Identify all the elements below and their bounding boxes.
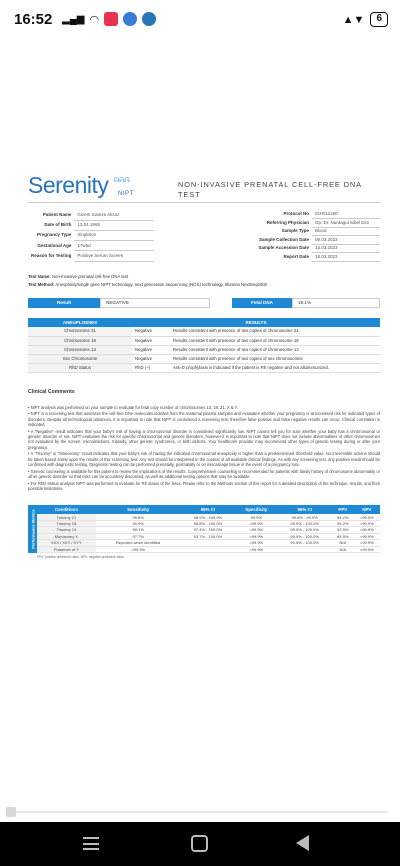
performance-condition: Trisomy 18 [37, 521, 96, 527]
result-summary [28, 298, 380, 308]
performance-cell: >99.9% [235, 521, 277, 527]
performance-metrics [28, 505, 380, 553]
wifi-icon: ◠ [89, 13, 100, 26]
back-button[interactable] [296, 835, 309, 851]
aneuploidy-name: Chromosome 18 [28, 336, 132, 345]
aneuploidy-result: Negative [132, 336, 170, 345]
performance-cell: 99.1% [96, 527, 181, 533]
clinical-comments-title: Clinical Comments [28, 388, 75, 395]
performance-cell: >99.9% [235, 533, 277, 539]
patient-info-label: Sample Accession Date [258, 245, 309, 251]
fetal-dna-label: Fetal DNA [232, 298, 292, 308]
patient-info-row [28, 241, 154, 251]
aneuploidy-row [28, 336, 380, 345]
performance-condition: Trisomy 13 [37, 527, 96, 533]
performance-cell: 52.5% [332, 527, 354, 533]
performance-cell: >99.9% [235, 527, 277, 533]
aneuploidy-name: Chromosome 21 [28, 327, 132, 336]
performance-table [37, 505, 380, 553]
performance-cell: >99.9% [96, 546, 181, 552]
aneuploidies-header: ANEUPLOIDIES [28, 318, 132, 327]
performance-cell: >99.9% [354, 533, 380, 539]
aneuploidy-row [28, 345, 380, 354]
fetal-dna-value: 19.1% [292, 298, 380, 308]
performance-cell: 97.7% [96, 533, 181, 539]
performance-header: 95% CI [277, 505, 332, 514]
home-button[interactable] [191, 835, 208, 852]
patient-info-label: Sample Type [281, 228, 309, 234]
patient-info-row [28, 220, 154, 230]
performance-condition: Trisomy 21 [37, 514, 96, 520]
performance-cell: N/A [332, 546, 354, 552]
aneuploidy-name: Sex Chromosome [28, 354, 132, 363]
test-description [28, 274, 380, 289]
patient-info-value: Positive Serum Screen [74, 251, 154, 261]
patient-info-label: Report Date [283, 253, 309, 259]
performance-cell: 97.4% - 100.0% [181, 527, 236, 533]
aneuploidy-row [28, 354, 380, 363]
data-signal-icon: ▲▼ [342, 13, 365, 26]
patient-info-row [28, 251, 154, 261]
aneuploidy-name: RhD Status [28, 363, 132, 372]
performance-header: Specificity [235, 505, 277, 514]
patient-info-label: Date of Birth [44, 222, 72, 228]
app-notification-icon [123, 12, 137, 26]
patient-info-value: Gizem Gamze Aksoz [74, 210, 154, 220]
music-app-icon [104, 12, 118, 26]
performance-cell: Reported when identified [96, 540, 181, 546]
patient-info-value: 13.03.2023 [312, 244, 380, 253]
test-name: Non-invasive prenatal cell-free DNA test [52, 273, 129, 279]
clinical-comment: • NIPT analysis was performed on your sample to evaluate for fetal copy number of chromosomes 13, 18, 21, X & Y. [28, 404, 238, 410]
report-page [28, 170, 380, 559]
clinical-comment: • For RhD Status analysis NIPT was performed to evaluate for Rh status of the fetus. Please refer to the Methods section of this report for a detailed description of the technique, results, and their possible limitations. [28, 480, 380, 492]
patient-info-label: Reason for Testing [31, 252, 72, 258]
patient-info-value: Singleton [74, 230, 154, 240]
result-value: NEGATIVE [100, 298, 210, 308]
patient-info-row [255, 236, 380, 245]
performance-header: NPV [354, 505, 380, 514]
brand-figures-icon: ᕱᕱᕱ [114, 177, 130, 184]
battery-icon: 6 [370, 12, 388, 27]
patient-info-value: 17w5d [74, 241, 154, 251]
report-title: NON-INVASIVE PRENATAL CELL-FREE DNA TEST [178, 180, 362, 199]
clinical-comment: • NIPT is a screening test that assesses the cell-free DNA molecules isolated from the maternal plasma samples and evaluates whether your pregnancy is at increased risk for indicated types of disorders. Despite all technological advances, it is important to note that NIPT is considered a screening test, therefore false positive and false negative results can occur. Clinical correlation is indicated. [28, 411, 380, 427]
test-name-label: Test Name: [28, 273, 51, 279]
performance-cell: 99.9% - 100.0% [277, 540, 332, 546]
report-header [28, 170, 380, 200]
header-divider [28, 202, 380, 203]
status-right [343, 12, 388, 27]
clinical-comments [28, 389, 380, 492]
performance-cell: 98.8% - 100.0% [181, 521, 236, 527]
patient-info-label: Sample Collection Date [258, 236, 309, 242]
performance-condition: Presence of Y [37, 546, 96, 552]
patient-info-value: IGH011260 [312, 210, 380, 219]
performance-cell: 93.7% - 100.0% [181, 533, 236, 539]
performance-cell: >99.9% [235, 540, 277, 546]
patient-info-left [28, 210, 154, 262]
aneuploidy-result: Negative [132, 345, 170, 354]
aneuploidy-detail: Results consistent with presence of two copies of sex chromosomes [170, 354, 380, 363]
patient-info-row [255, 244, 380, 253]
performance-cell [181, 546, 236, 552]
patient-info-label: Pregnancy Type [36, 232, 72, 238]
patient-info-value: Blood [312, 227, 380, 236]
clinical-comment: • A "Trisomy" or "Monosomy" result indicates that your baby's risk of having the indicated chromosomal aneuploidy is higher than a predetermined threshold value. No irreversible actions should be taken based solely upon the results of this screening test. Any test should be interpreted in the context of all available clinical findings. As with any screening test, any positive result should be confirmed with diagnostic testing. Diagnostic testing can be performed prenatally, postnatally or on miscarriage tissue in the event of a pregnancy loss. [28, 451, 380, 468]
performance-header: 95% CI [181, 505, 236, 514]
patient-info-row [255, 253, 380, 262]
patient-info-value: 18.03.2023 [312, 253, 380, 262]
scroll-thumb[interactable] [6, 807, 16, 817]
clinical-comment: • Genetic counseling is available for this patient to review the implications of the results. Comprehensive counseling is recommended for patients with family history of chromosome abnormality or other genetic disorder so that risks can be accurately discussed, as well as additional testing options that may be available. [28, 468, 380, 480]
aneuploidy-row [28, 327, 380, 336]
patient-info-label: Patient Name [42, 212, 72, 218]
recent-apps-button[interactable] [83, 837, 99, 850]
test-method: Aneuploidy/single gene NIPT technology, next generation sequencing (NGS) technology, Illumina NextSeq2000 [55, 282, 268, 288]
patient-info-row [28, 230, 154, 240]
performance-cell: >99.9% [354, 527, 380, 533]
test-method-label: Test Method: [28, 282, 55, 288]
document-viewer[interactable] [0, 40, 400, 822]
brand-logo: Serenity [28, 172, 109, 198]
patient-info-label: Protocol No [283, 211, 309, 217]
patient-info-right [255, 210, 380, 262]
performance-cell: 99.9% [96, 521, 181, 527]
aneuploidy-detail: Results consistent with presence of two copies of chromosome 13 [170, 345, 380, 354]
performance-cell: 99.9% - 100.0% [277, 521, 332, 527]
performance-cell: >99.9% [354, 514, 380, 520]
patient-info-value: 08.03.2023 [312, 236, 380, 245]
patient-info-value: 13.04.1995 [74, 220, 154, 230]
aneuploidy-detail: Results consistent with presence of two copies of chromosome 21 [170, 327, 380, 336]
performance-condition: Monosomy X [37, 533, 96, 539]
performance-header: PPV [332, 505, 354, 514]
performance-cell: 99.9% - 100.0% [277, 527, 332, 533]
performance-cell: >99.9% [354, 540, 380, 546]
aneuploidies-table [28, 318, 380, 373]
patient-info-row [255, 210, 380, 219]
status-bar [0, 0, 400, 40]
navigation-bar [0, 822, 400, 866]
performance-cell: 99.8% - 99.9% [277, 514, 332, 520]
performance-cell: 99.8% [96, 514, 181, 520]
performance-cell: >99.9% [354, 546, 380, 552]
result-label: Result [28, 298, 100, 308]
performance-cell: >99.9% [354, 521, 380, 527]
performance-header: Conditions [37, 505, 96, 514]
aneuploidy-result: Negative [132, 354, 170, 363]
performance-cell: >99.9% [235, 546, 277, 552]
performance-cell: 85.5% [332, 533, 354, 539]
aneuploidy-result: RhD (+) [132, 363, 170, 372]
performance-cell: 98.9% - 100.0% [181, 514, 236, 520]
results-header: RESULTS [132, 318, 380, 327]
aneuploidy-detail: Results consistent with presence of two copies of chromosome 18 [170, 336, 380, 345]
aneuploidy-detail: Anti-D prophylaxis is indicated if the patient is Rh negative and not alloimmunized. [170, 363, 380, 372]
performance-cell: 84.2% [332, 514, 354, 520]
signal-icon: ▂▄▆ [62, 13, 85, 25]
status-icons [62, 12, 156, 26]
browser-notification-icon [142, 12, 156, 26]
performance-cell: 94.2% [332, 521, 354, 527]
patient-info-label: Gestational Age [37, 242, 72, 248]
patient-info-value: Op. Dr. Nurdagul Sibel Esti [312, 219, 380, 228]
aneuploidy-row [28, 363, 380, 372]
patient-info-label: Referring Physician [266, 219, 309, 225]
performance-side-label: Performance Metrics [28, 505, 37, 553]
performance-cell: N/A [332, 540, 354, 546]
performance-row [37, 546, 380, 552]
performance-cell [277, 546, 332, 552]
patient-info-row [255, 219, 380, 228]
brand-subtitle: NIPT [118, 191, 134, 197]
performance-header: Sensitivity [96, 505, 181, 514]
clinical-comment: • A "Negative" result indicates that your baby's risk of having a chromosomal disorder is considered significantly low. NIPT cannot tell you for sure whether your baby has a chromosomal or genetic disorder or not. NIPT evaluates the risk for specific chromosomal and genetic disorders, however it is important to note that NIPT does not include abnormalities of other chromosomes not evaluated by the screen, microdeletions, triploidy, other genetic syndromes, or birth defects. Your healthcare provider may recommend other types of genetic testing during or after your pregnancy. [28, 428, 380, 450]
performance-cell: 99.9% - 100.0% [277, 533, 332, 539]
performance-footnote: PPV: positive predictive value, NPV: negative predictive value [37, 555, 124, 560]
status-time: 16:52 [14, 11, 53, 28]
performance-condition: XXX / XXY / XYY [37, 540, 96, 546]
patient-info-row [28, 210, 154, 220]
aneuploidy-name: Chromosome 13 [28, 345, 132, 354]
performance-cell: 99.9% [235, 514, 277, 520]
aneuploidy-result: Negative [132, 327, 170, 336]
patient-info-row [255, 227, 380, 236]
patient-info [28, 210, 380, 262]
scroll-track[interactable] [16, 811, 388, 813]
